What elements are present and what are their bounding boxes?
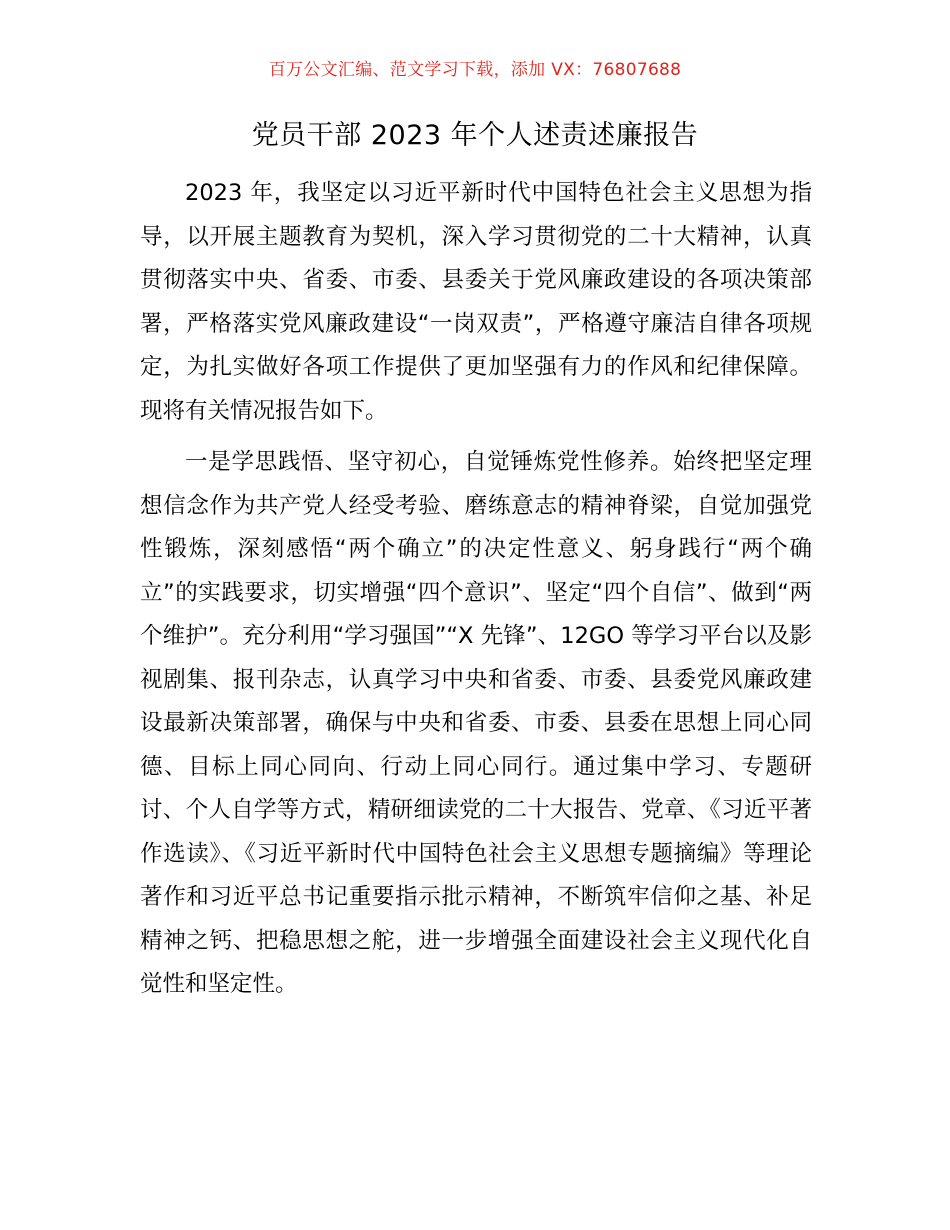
paragraph-intro: 2023 年，我坚定以习近平新时代中国特色社会主义思想为指导，以开展主题教育为契机，深入学习贯彻党的二十大精神，认真贯彻落实中央、省委、市委、县委关于党风廉政建设的各项决策部署，严格落实党风廉政建设“一岗双责”，严格遵守廉洁自律各项规定，为扎实做好各项工作提供了更加坚强有力的作风和纪律保障。现将有关情况报告如下。: [140, 180, 812, 424]
document-title: 党员干部 2023 年个人述责述廉报告: [251, 120, 699, 151]
header-promo-note: 百万公文汇编、范文学习下载，添加 VX：76807688: [268, 60, 682, 80]
document-body: [140, 172, 812, 1007]
paragraph-section-one: 一是学思践悟、坚守初心，自觉锤炼党性修养。始终把坚定理想信念作为共产党人经受考验、磨练意志的精神脊梁，自觉加强党性锻炼，深刻感悟“两个确立”的决定性意义、躬身践行“两个确立”的实践要求，切实增强“四个意识”、坚定“四个自信”、做到“两个维护”。充分利用“学习强国”“X 先锋”、12GO 等学习平台以及影视剧集、报刊杂志，认真学习中央和省委、市委、县委党风廉政建设最新决策部署，确保与中央和省委、市委、县委在思想上同心同德、目标上同心同向、行动上同心同行。通过集中学习、专题研讨、个人自学等方式，精研细读党的二十大报告、党章、《习近平著作选读》、《习近平新时代中国特色社会主义思想专题摘编》等理论著作和习近平总书记重要指示批示精神，不断筑牢信仰之基、补足精神之钙、把稳思想之舵，进一步增强全面建设社会主义现代化自觉性和坚定性。: [140, 449, 812, 997]
